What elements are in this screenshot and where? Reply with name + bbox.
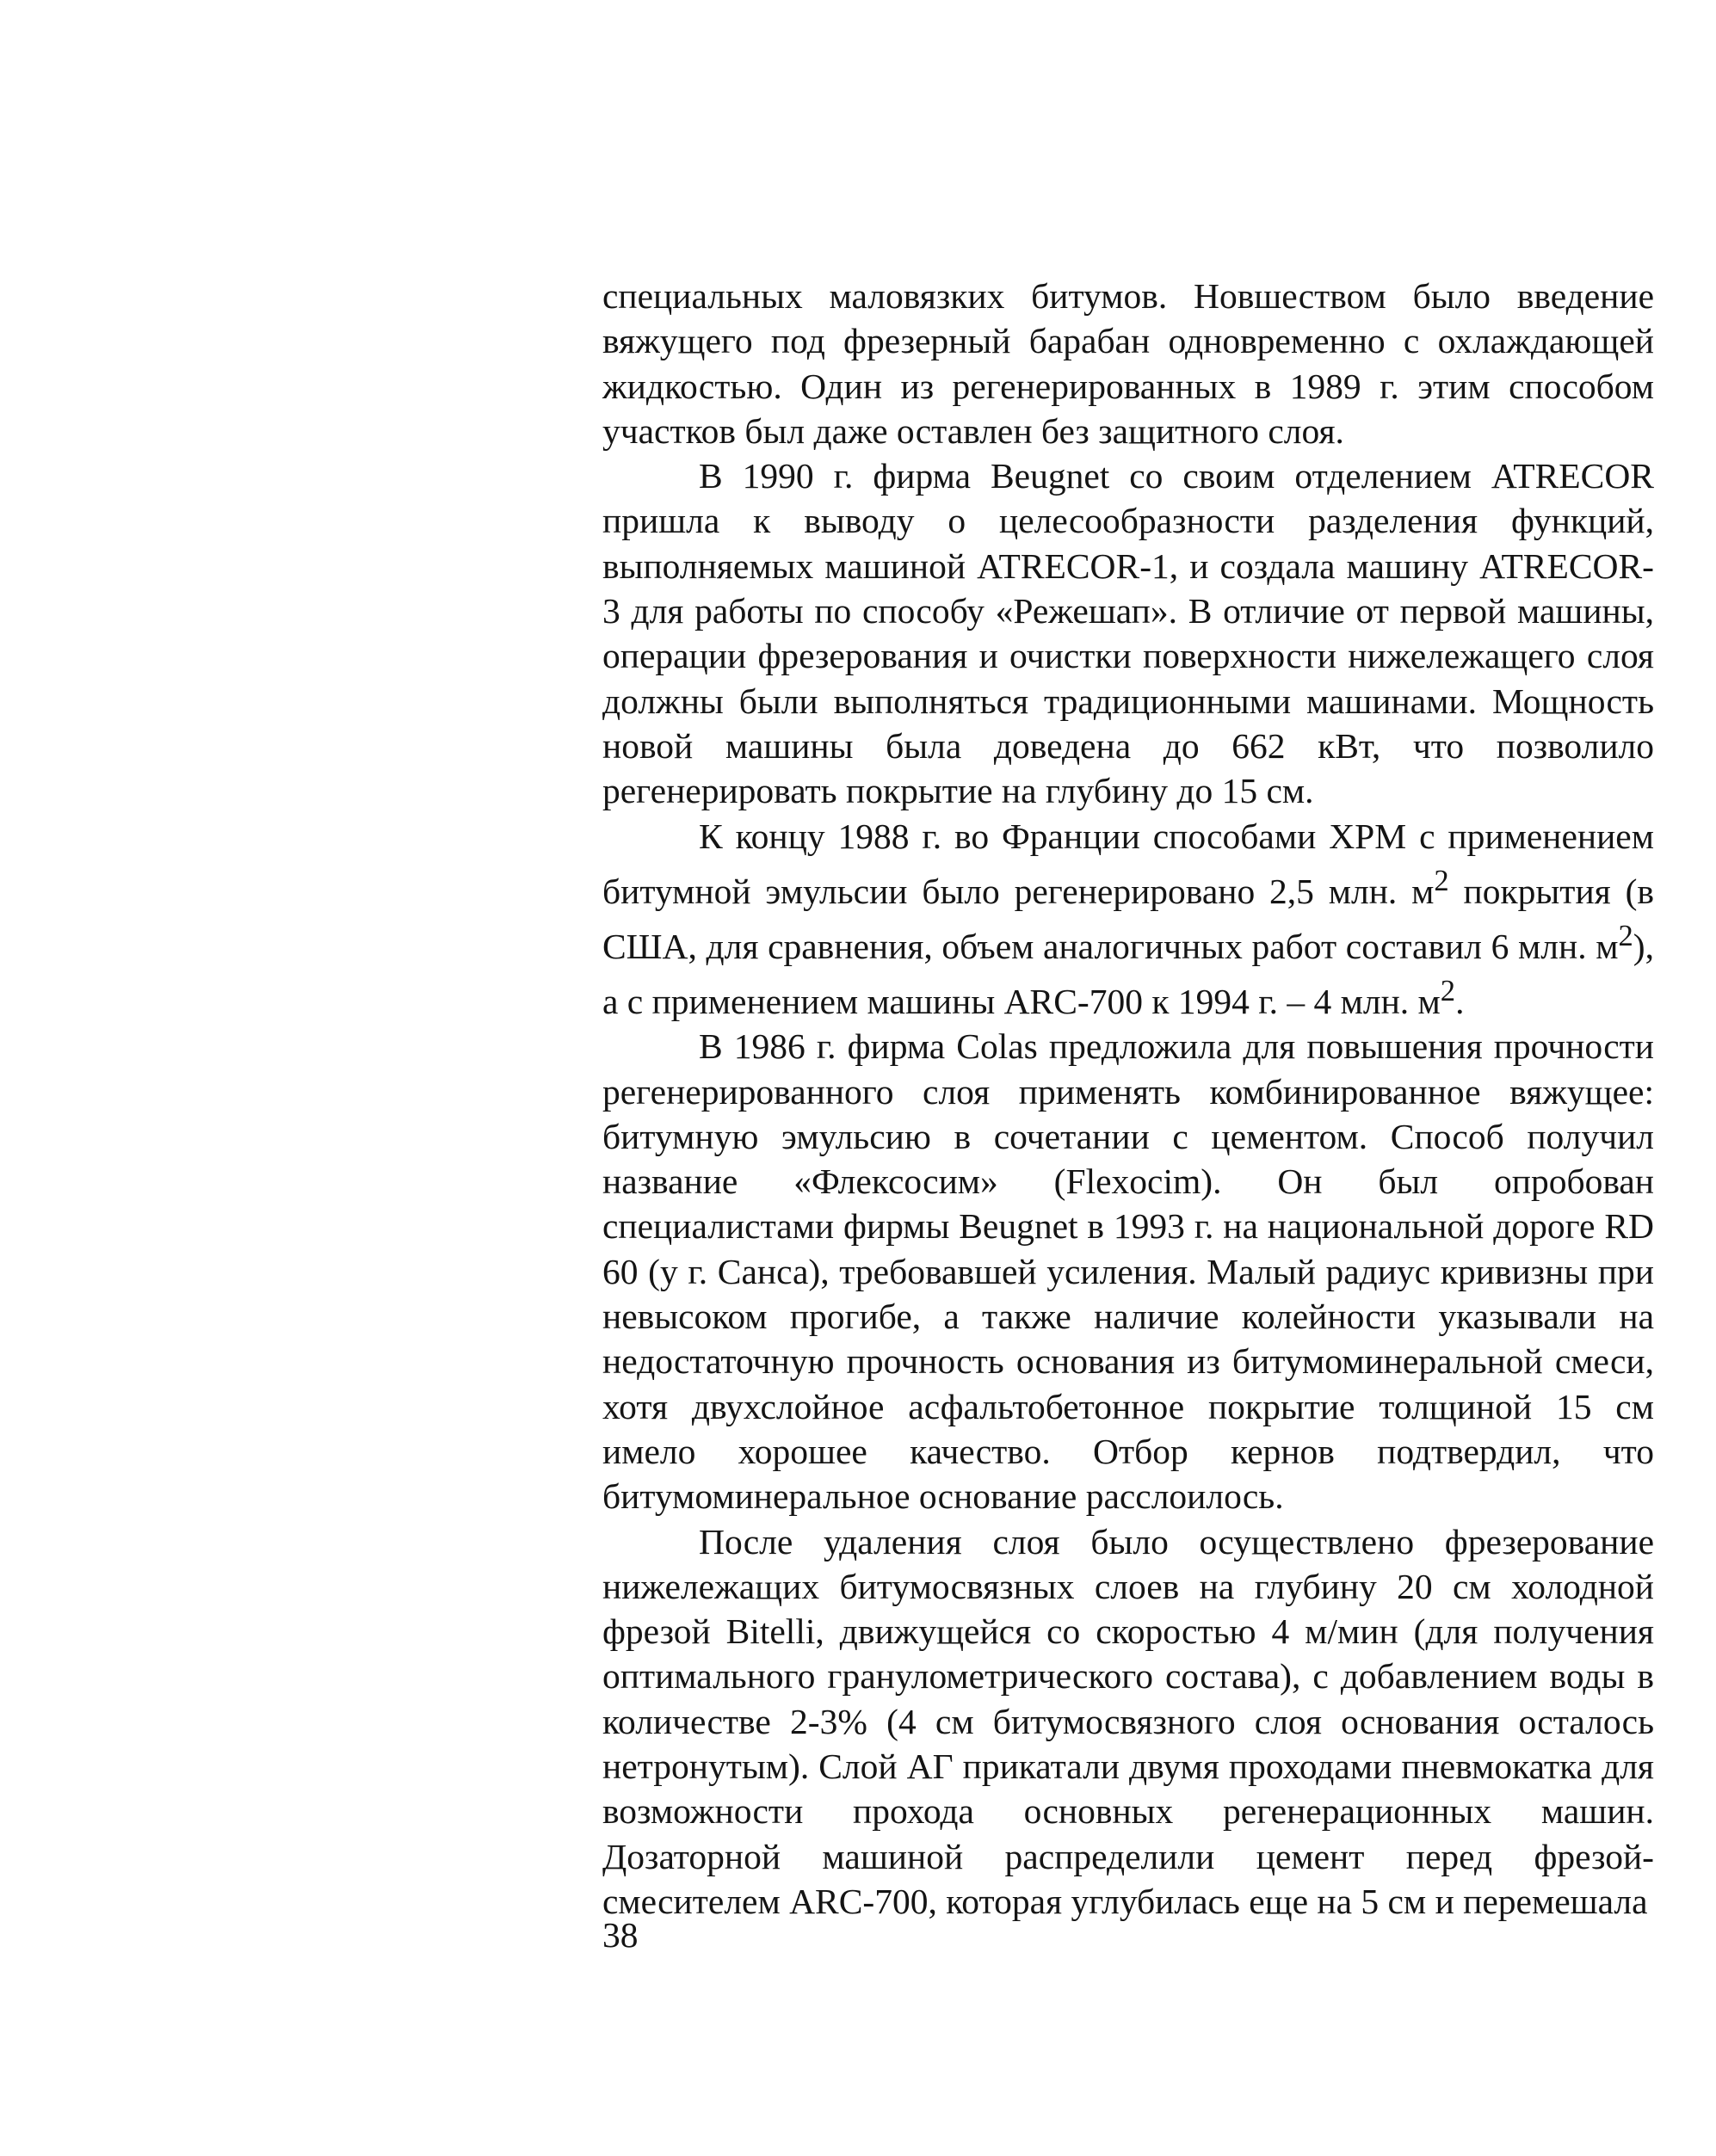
paragraph-3-part-4: . (1455, 981, 1465, 1021)
superscript-2: 2 (1440, 975, 1456, 1008)
page-number: 38 (602, 1915, 639, 1955)
paragraph-3 (602, 814, 1654, 1025)
body-text (602, 274, 1654, 1924)
paragraph-3-part-1: К концу 1988 г. во Франции способами ХРМ с применением битумной эмульсии было регенерировано 2,5 млн. м (602, 816, 1654, 911)
paragraph-3-part-3: ), а с применением машины ARC-700 к 1994 г. – 4 млн. м (602, 926, 1654, 1021)
paragraph-4: В 1986 г. фирма Colas предложила для повышения прочности регенерированного слоя применять комбинированное вяжущее: битумную эмульсию в сочетании с цементом. Способ получил название «Флексосим» (Flexocim). Он был опробован специалистами фирмы Beugnet в 1993 г. на национальной дороге RD 60 (у г. Санса), требовавшей усиления. Малый радиус кривизны при невысоком прогибе, а также наличие колейности указывали на недостаточную прочность основания из битумоминеральной смеси, хотя двухслойное асфальтобетонное покрытие толщиной 15 см имело хорошее качество. Отбор кернов подтвердил, что битумоминеральное основание расслоилось. (602, 1026, 1654, 1517)
paragraph-2: В 1990 г. фирма Beugnet со своим отделением ATRECOR пришла к выводу о целесообразности разделения функций, выполняемых машиной ATRECOR-1, и создала машину ATRECOR-3 для работы по способу «Режешап». В отличие от первой машины, операции фрезерования и очистки поверхности нижележащего слоя должны были выполняться традиционными машинами. Мощность новой машины была доведена до 662 кВт, что позволило регенерировать покрытие на глубину до 15 см. (602, 456, 1654, 811)
paragraph-1: специальных маловязких битумов. Новшеством было введение вяжущего под фрезерный барабан одновременно с охлаждающей жидкостью. Один из регенерированных в 1989 г. этим способом участков был даже оставлен без защитного слоя. (602, 276, 1654, 451)
superscript-2: 2 (1618, 919, 1633, 952)
superscript-2: 2 (1434, 864, 1449, 897)
paragraph-5: После удаления слоя было осуществлено фрезерование нижележащих битумосвязных слоев на глубину 20 см холодной фрезой Bitelli, движущейся со скоростью 4 м/мин (для получения оптимального гранулометрического состава), с добавлением воды в количестве 2-3% (4 см битумосвязного слоя основания осталось нетронутым). Слой АГ прикатали двумя проходами пневмокатка для возможности прохода основных регенерационных машин. Дозаторной машиной распределили цемент перед фрезой-смесителем ARC-700, которая углубилась еще на 5 см и перемешала (602, 1521, 1654, 1921)
paragraph-3-part-2: покрытия (в США, для сравнения, объем аналогичных работ составил 6 млн. м (602, 871, 1654, 966)
